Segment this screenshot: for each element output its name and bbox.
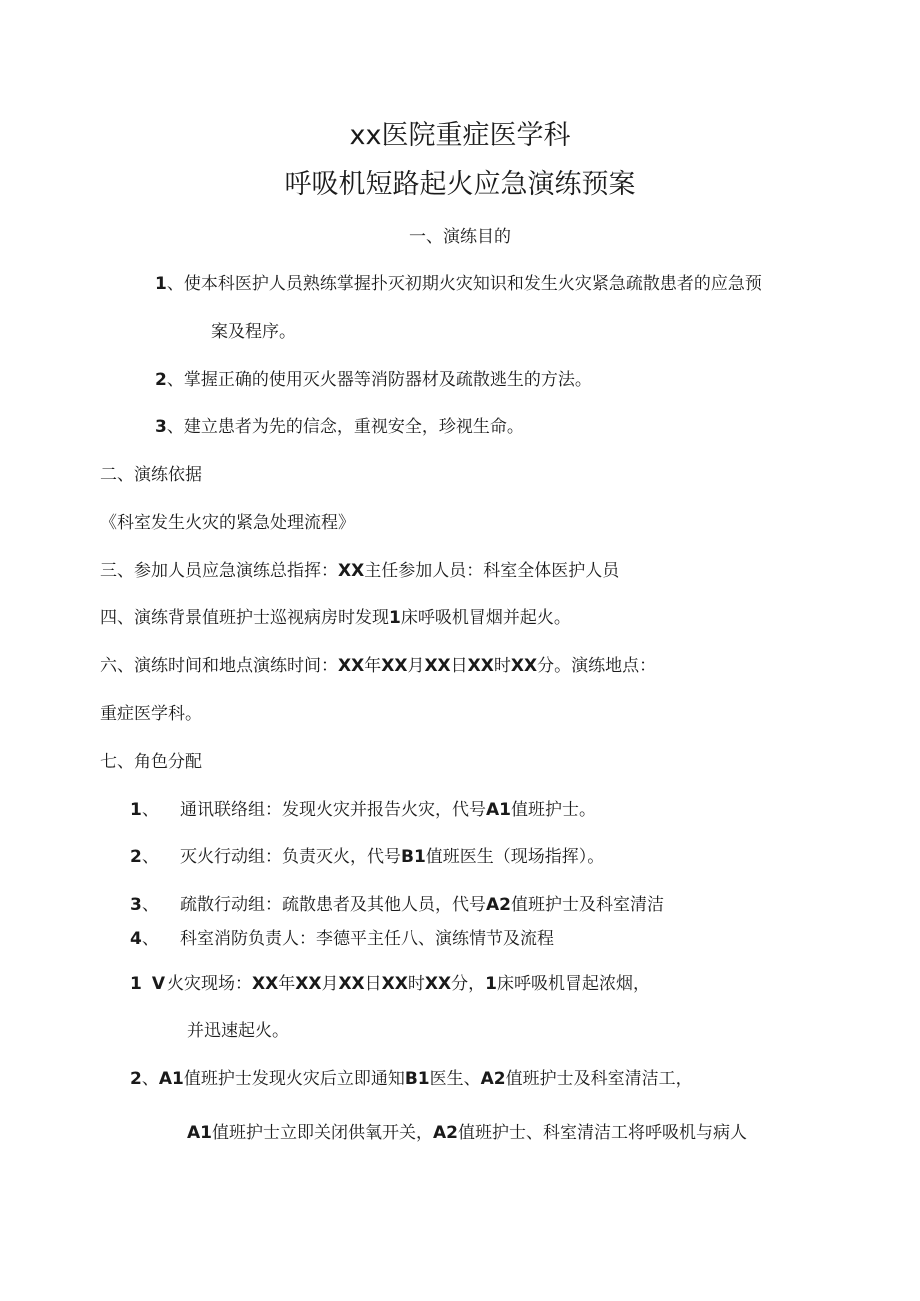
role-code: A1 bbox=[486, 800, 511, 820]
text-segment: 四、演练背景值班护士巡视病房时发现 bbox=[100, 608, 389, 628]
placeholder-xx: XX bbox=[467, 656, 494, 676]
role-code: B1 bbox=[404, 1069, 430, 1089]
item-number: 3 bbox=[130, 895, 142, 915]
text-segment: 时 bbox=[493, 656, 511, 676]
separator: 、 bbox=[142, 929, 159, 949]
section2-heading: 二、演练依据 bbox=[100, 465, 202, 485]
text-segment: 月 bbox=[321, 974, 339, 994]
text-segment: 分， bbox=[451, 974, 486, 994]
placeholder-xx: XX bbox=[381, 974, 408, 994]
item-number: 1 bbox=[155, 274, 167, 294]
separator: 、 bbox=[141, 1069, 159, 1089]
section2-text: 《科室发生火灾的紧急处理流程》 bbox=[100, 513, 355, 533]
placeholder-xx: XX bbox=[381, 656, 408, 676]
section4-line bbox=[100, 607, 571, 629]
text-segment: 值班护士及科室清洁工， bbox=[505, 1069, 693, 1089]
section6-line1 bbox=[100, 655, 656, 677]
section1-item1-cont: 案及程序。 bbox=[211, 322, 296, 342]
placeholder-xx: XX bbox=[338, 561, 365, 581]
role-item-1 bbox=[130, 799, 596, 821]
placeholder-xx: XX bbox=[295, 974, 322, 994]
text-segment: 火灾现场： bbox=[167, 974, 253, 994]
text-segment: 床呼吸机冒起浓烟， bbox=[496, 974, 650, 994]
item-number: 2 bbox=[155, 370, 167, 390]
placeholder-xx: XX bbox=[252, 974, 279, 994]
section7-heading: 七、角色分配 bbox=[100, 752, 202, 772]
role-code: A1 bbox=[158, 1069, 184, 1089]
item-number: 1 bbox=[130, 974, 142, 994]
text-segment: 灭火行动组：负责灭火，代号 bbox=[180, 847, 401, 867]
text-segment: 医生、 bbox=[429, 1069, 481, 1089]
role-code: A1 bbox=[187, 1123, 212, 1143]
item-marker: V bbox=[151, 974, 166, 994]
document-title-line2: 呼吸机短路起火应急演练预案 bbox=[284, 169, 636, 200]
item-number: 2 bbox=[130, 1069, 142, 1089]
item-number: 2 bbox=[130, 847, 142, 867]
item-number: 3 bbox=[155, 417, 167, 437]
text-segment: 值班护士发现火灾后立即通知 bbox=[183, 1069, 405, 1089]
text-segment: 科室消防负责人：李德平主任八、演练情节及流程 bbox=[180, 929, 554, 949]
text-segment: 值班护士及科室清洁 bbox=[511, 895, 664, 915]
role-item-2 bbox=[130, 846, 604, 868]
section6-line2: 重症医学科。 bbox=[100, 704, 202, 724]
text-segment: 疏散行动组：疏散患者及其他人员，代号 bbox=[180, 895, 486, 915]
role-code: A2 bbox=[486, 895, 511, 915]
role-code: A2 bbox=[433, 1123, 458, 1143]
text-segment: 值班护士、科室清洁工将呼吸机与病人 bbox=[458, 1123, 747, 1143]
section1-item3 bbox=[155, 416, 524, 438]
placeholder-xx: XX bbox=[424, 974, 452, 994]
text-segment: 时 bbox=[407, 974, 425, 994]
text-segment: 月 bbox=[407, 656, 425, 676]
text-segment: 年 bbox=[278, 974, 296, 994]
text-segment: 日 bbox=[450, 656, 468, 676]
item-number: 1 bbox=[130, 800, 142, 820]
text-segment: 主任参加人员：科室全体医护人员 bbox=[364, 561, 620, 581]
separator: 、 bbox=[142, 847, 159, 867]
text-segment: 分。演练地点： bbox=[537, 656, 657, 676]
document-title-line1: xx医院重症医学科 bbox=[349, 120, 571, 151]
text-segment: 六、演练时间和地点演练时间： bbox=[100, 656, 338, 676]
text-segment: 通讯联络组：发现火灾并报告火灾，代号 bbox=[180, 800, 486, 820]
text-segment: 日 bbox=[364, 974, 382, 994]
separator: 、 bbox=[142, 895, 159, 915]
role-item-3 bbox=[130, 894, 664, 916]
process-item-1 bbox=[130, 973, 650, 995]
role-code: A2 bbox=[480, 1069, 506, 1089]
section1-item2 bbox=[155, 369, 592, 391]
bed-number: 1 bbox=[485, 974, 497, 994]
section1-heading: 一、演练目的 bbox=[409, 227, 511, 247]
item-text: 、使本科医护人员熟练掌握扑灭初期火灾知识和发生火灾紧急疏散患者的应急预 bbox=[166, 274, 762, 294]
placeholder-xx: XX bbox=[510, 656, 538, 676]
text-segment: 值班护士。 bbox=[511, 800, 596, 820]
section1-item1 bbox=[155, 273, 762, 295]
placeholder-xx: XX bbox=[338, 974, 365, 994]
section3-line bbox=[100, 560, 619, 582]
process-item-2 bbox=[130, 1068, 693, 1090]
placeholder-xx: XX bbox=[338, 656, 365, 676]
text-segment: 三、参加人员应急演练总指挥： bbox=[100, 561, 338, 581]
role-item-4 bbox=[130, 928, 554, 950]
text-segment: 年 bbox=[364, 656, 382, 676]
text-segment: 床呼吸机冒烟并起火。 bbox=[400, 608, 571, 628]
process-item-1-cont: 并迅速起火。 bbox=[187, 1021, 289, 1041]
text-segment: 值班医生（现场指挥）。 bbox=[425, 847, 605, 867]
role-code: B1 bbox=[401, 847, 426, 867]
item-text: 、建立患者为先的信念，重视安全，珍视生命。 bbox=[166, 417, 524, 437]
bed-number: 1 bbox=[389, 608, 401, 628]
item-text: 、掌握正确的使用灭火器等消防器材及疏散逃生的方法。 bbox=[166, 370, 592, 390]
separator: 、 bbox=[142, 800, 159, 820]
process-item-2-cont bbox=[187, 1122, 747, 1144]
item-number: 4 bbox=[130, 929, 142, 949]
placeholder-xx: XX bbox=[424, 656, 451, 676]
text-segment: 值班护士立即关闭供氧开关， bbox=[212, 1123, 433, 1143]
